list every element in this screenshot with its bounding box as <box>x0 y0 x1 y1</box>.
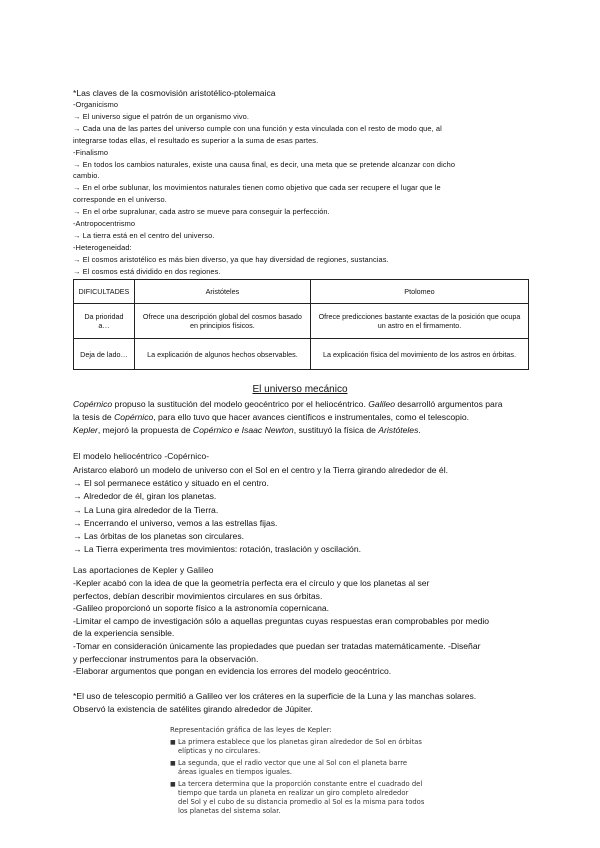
table-row <box>74 339 529 370</box>
list-item: → En todos los cambios naturales, existe una causa final, es decir, una meta que se pretende alcanzar con dicho <box>73 159 456 169</box>
text-segment: . <box>418 425 421 435</box>
header-aristoteles: Aristóteles <box>134 280 310 304</box>
list-item: -Kepler acabó con la idea de que la geometría perfecta era el círculo y que los planetas al ser <box>73 578 430 588</box>
table-cell: La explicación física del movimiento de los astros en órbitas. <box>310 339 528 370</box>
heliocentric-heading: El modelo heliocéntrico -Copérnico- <box>73 451 210 461</box>
text-segment: , mejoró la propuesta de <box>97 425 193 435</box>
list-item: de la experiencia sensible. <box>73 628 175 639</box>
kepler-bullet-list <box>170 738 440 816</box>
list-item: -Antropocentrismo <box>73 219 136 228</box>
list-item: -Organicismo <box>73 100 119 109</box>
list-item: → La tierra está en el centro del universo. <box>73 230 215 240</box>
list-item: → La Luna gira alrededor de la Tierra. <box>73 504 219 515</box>
list-item: → El cosmos está dividido en dos regiones. <box>73 266 221 276</box>
mecanico-paragraph-line-3 <box>73 424 421 436</box>
table-cell: Ofrece una descripción global del cosmos basado en principios físicos. <box>134 304 310 339</box>
list-item: -Finalismo <box>73 147 109 157</box>
text-segment: , sustituyó la física de <box>293 425 379 435</box>
list-item: → Las órbitas de los planetas son circulares. <box>73 531 245 541</box>
kepler-law-line: los planetas del sistema solar. <box>178 807 281 815</box>
header-dificultades: DIFICULTADES <box>74 280 135 304</box>
table-cell: Ofrece predicciones bastante exactas de la posición que ocupa un astro en el firmamento. <box>310 304 528 339</box>
kepler-law-line: ■ La segunda, que el radio vector que une al Sol con el planeta barre <box>178 759 408 767</box>
italic-name: Copérnico <box>73 399 113 409</box>
table-cell: Da prioridad a… <box>74 304 135 339</box>
list-item: cambio. <box>73 171 100 181</box>
kepler-law-line: áreas iguales en tiempos iguales. <box>178 768 292 776</box>
list-item: → El sol permanece estático y situado en el centro. <box>73 478 269 489</box>
list-item: y perfeccionar instrumentos para la observación. <box>73 653 259 664</box>
difficulties-table <box>73 279 529 370</box>
kepler-law-line: del Sol y el cubo de su distancia promedio al Sol es la misma para todos <box>178 798 425 806</box>
table-cell: La explicación de algunos hechos observables. <box>134 339 310 370</box>
text-segment: desarrolló argumentos para <box>395 399 503 409</box>
table-row <box>74 304 529 339</box>
cosmovision-heading: *Las claves de la cosmovisión aristotélico-ptolemaica <box>73 88 276 98</box>
kepler-law-item <box>170 780 440 816</box>
mecanico-paragraph-line-2 <box>73 411 469 423</box>
list-item: Aristarco elaboró un modelo de universo con el Sol en el centro y la Tierra girando alrededor de él. <box>73 465 448 475</box>
kepler-caption: Representación gráfica de las leyes de Kepler: <box>170 726 332 734</box>
italic-name: Galileo <box>368 399 395 409</box>
section-title-universo-mecanico: El universo mecánico <box>252 384 348 395</box>
aportaciones-heading: Las aportaciones de Kepler y Galileo <box>73 565 214 575</box>
kepler-law-line: ■ La tercera determina que la proporción constante entre el cuadrado del <box>178 780 423 788</box>
text-segment: propuso la sustitución del modelo geocéntrico por el heliocéntrico. <box>112 399 369 409</box>
list-item: integrarse todas ellas, el resultado es superior a la suma de esas partes. <box>73 135 319 145</box>
list-item: → El cosmos aristotélico es más bien diverso, ya que hay diversidad de regiones, sustancias. <box>73 254 389 264</box>
list-item: -Tomar en consideración únicamente las propiedades que puedan ser tratadas matemáticamente. -Diseñar <box>73 641 481 651</box>
text-segment: , para ello tuvo que hacer avances científicos e instrumentales, como el telescopio. <box>153 412 470 422</box>
list-item: corresponde en el universo. <box>73 195 167 205</box>
kepler-law-item <box>170 738 440 756</box>
italic-name: Kepler <box>73 425 98 435</box>
list-item: → Encerrando el universo, vemos a las estrellas fijas. <box>73 517 278 528</box>
kepler-laws-image <box>170 725 440 816</box>
list-item: -Limitar el campo de investigación sólo a aquellas preguntas cuyas respuestas eran comprobables por medio <box>73 615 490 626</box>
list-item: perfectos, debían describir movimientos circulares en sus órbitas. <box>73 590 323 601</box>
list-item: → Alrededor de él, giran los planetas. <box>73 491 217 502</box>
list-item: *El uso de telescopio permitió a Galileo ver los cráteres en la superficie de la Luna y las manchas solares. <box>73 691 477 701</box>
list-item: → La Tierra experimenta tres movimientos: rotación, traslación y oscilación. <box>73 544 362 555</box>
text-segment: la tesis de <box>73 412 115 422</box>
list-item: Observó la existencia de satélites girando alrededor de Júpiter. <box>73 704 313 714</box>
italic-name: Copérnico e Isaac Newton <box>192 425 294 435</box>
table-cell: Deja de lado… <box>74 339 135 370</box>
list-item: -Galileo proporcionó un soporte físico a la astronomía copernicana. <box>73 603 330 614</box>
list-item: → Cada una de las partes del universo cumple con una función y esta vinculada con el resto de modo que, al <box>73 123 442 133</box>
list-item: → El universo sigue el patrón de un organismo vivo. <box>73 111 249 121</box>
table-header-row <box>74 280 529 304</box>
list-item: → En el orbe sublunar, los movimientos naturales tienen como objetivo que cada ser recupere el lugar que le <box>73 183 441 193</box>
kepler-law-line: tiempo que tarda un planeta en realizar un giro completo alrededor <box>178 789 409 797</box>
list-item: -Heterogeneidad: <box>73 242 132 252</box>
kepler-law-line: ■ La primera establece que los planetas giran alrededor de Sol en órbitas <box>178 738 422 746</box>
italic-name: Copérnico <box>114 412 154 422</box>
list-item: -Elaborar argumentos que pongan en evidencia los errores del modelo geocéntrico. <box>73 666 392 677</box>
mecanico-paragraph-line-1 <box>73 398 502 410</box>
kepler-law-line: elípticas y no circulares. <box>178 747 261 755</box>
list-item: → En el orbe supralunar, cada astro se mueve para conseguir la perfección. <box>73 207 330 217</box>
italic-name: Aristóteles <box>378 425 419 435</box>
header-ptolomeo: Ptolomeo <box>310 280 528 304</box>
kepler-law-item <box>170 759 440 777</box>
